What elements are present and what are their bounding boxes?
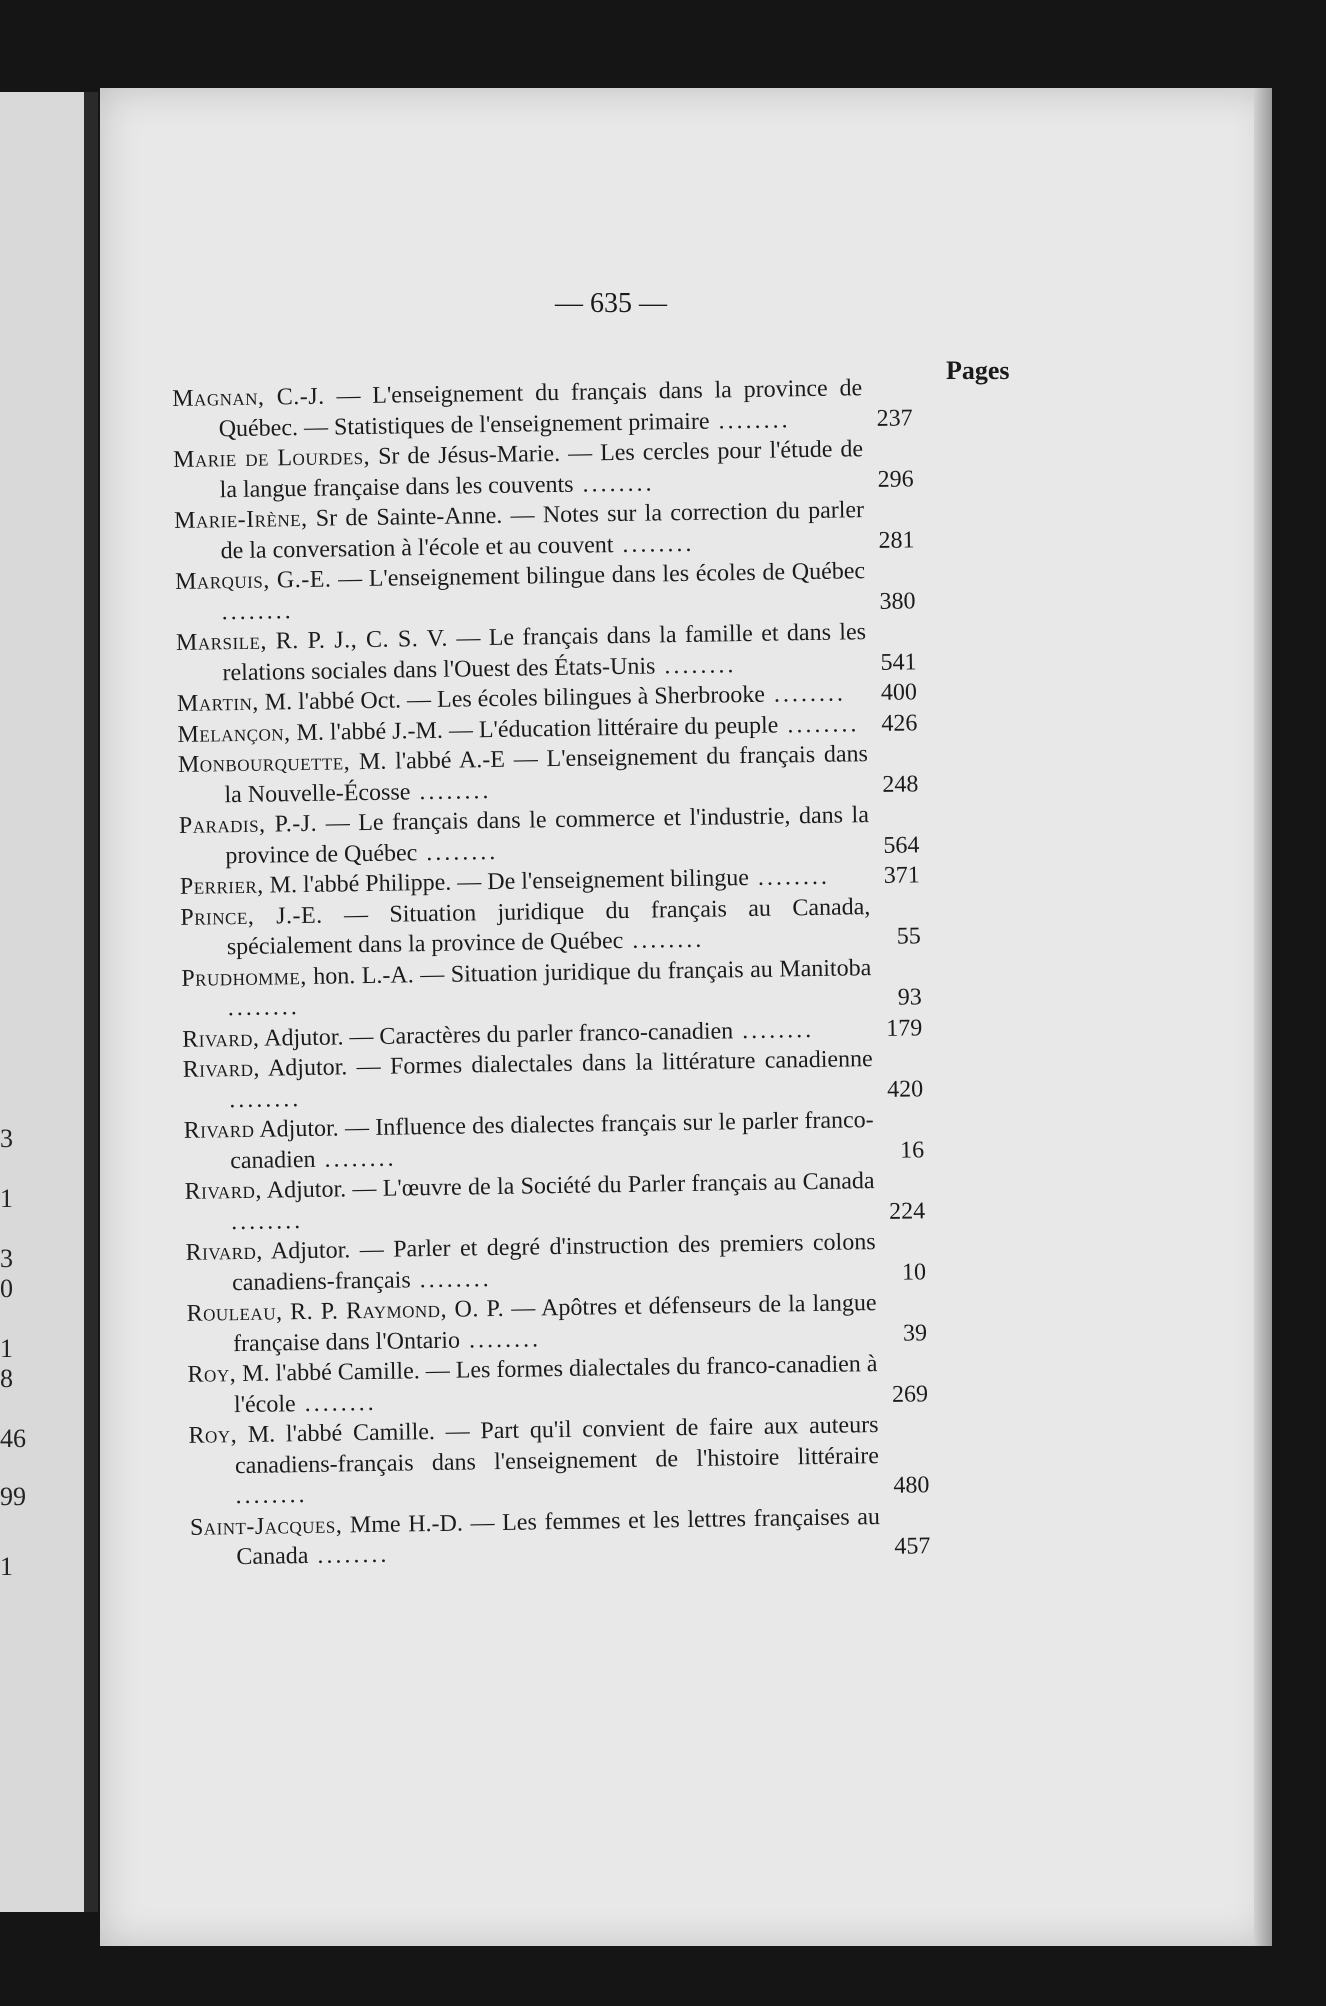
entry-text xyxy=(186,1288,877,1360)
entry-author: Marie de Lourdes, xyxy=(172,443,371,473)
dot-leader: ........ xyxy=(623,926,705,954)
index-entry xyxy=(184,1165,925,1238)
entry-author: Melançon, xyxy=(177,719,291,748)
entry-author: Rivard, xyxy=(185,1238,264,1266)
entry-title: Adjutor. — Parler et degré d'instruction des premiers colons canadiens-français xyxy=(231,1229,876,1296)
entry-title: M. l'abbé J.-M. — L'éducation littéraire du peuple xyxy=(290,712,779,746)
entry-text xyxy=(180,892,871,964)
entry-page-ref: 269 xyxy=(891,1380,929,1408)
dot-leader: ........ xyxy=(410,1265,492,1293)
entry-page-ref: 39 xyxy=(902,1319,928,1347)
entry-author: Saint-Jacques, xyxy=(189,1511,343,1541)
entry-title: M. l'abbé Camille. — Part qu'il convient de faire aux auteurs canadiens-français dans l'enseignement de l'histoire littéraire xyxy=(234,1412,880,1479)
dot-leader: ........ xyxy=(748,863,831,891)
entry-author: Rivard, xyxy=(182,1025,260,1053)
entry-title: — Situation juridique du français au Canada, spécialement dans la province de Québec xyxy=(226,893,871,961)
dot-leader: ........ xyxy=(229,1085,302,1113)
dot-leader: ........ xyxy=(573,469,655,498)
entry-author: Paradis, P.-J. xyxy=(178,810,318,839)
dot-leader: ........ xyxy=(655,651,737,679)
index-entry xyxy=(173,433,914,506)
entry-text xyxy=(190,1502,881,1574)
entry-page-ref: 281 xyxy=(878,526,915,554)
entry-title: M. l'abbé Philippe. — De l'enseignement bilingue xyxy=(263,865,750,899)
entry-page-ref: 457 xyxy=(894,1533,931,1560)
entry-title: Mme H.-D. — Les femmes et les lettres françaises au Canada xyxy=(236,1503,881,1571)
index-entry xyxy=(180,891,921,964)
entry-page-ref: 179 xyxy=(886,1014,923,1042)
margin-number: 8 xyxy=(0,1364,13,1393)
entry-title: — L'enseignement du français dans la province de Québec. — Statistiques de l'enseignement primaire xyxy=(218,375,863,442)
margin-number: 1 xyxy=(0,1552,13,1581)
dot-leader: ........ xyxy=(308,1541,390,1570)
entry-author: Marquis, G.-E. xyxy=(174,566,332,595)
index-entry xyxy=(181,952,922,1025)
page-fold-edge xyxy=(1254,88,1272,1946)
entry-title: M. l'abbé Camille. — Les formes dialectales du franco-canadien à l'école xyxy=(233,1351,878,1418)
entry-text xyxy=(173,434,864,506)
dot-leader: ........ xyxy=(417,838,499,866)
entry-page-ref: 296 xyxy=(877,465,914,493)
dot-leader: ........ xyxy=(221,597,294,625)
entry-page-ref: 10 xyxy=(901,1258,927,1286)
margin-number: 3 xyxy=(0,1124,13,1153)
entry-page-ref: 426 xyxy=(881,709,918,737)
dot-leader: ........ xyxy=(732,1016,815,1044)
dot-leader: ........ xyxy=(230,1207,304,1235)
dot-leader: ........ xyxy=(315,1145,397,1173)
index-entry xyxy=(183,1043,924,1116)
entry-page-ref: 564 xyxy=(883,831,920,859)
index-entry xyxy=(185,1226,926,1299)
entry-author: Prudhomme, xyxy=(181,963,307,992)
entry-title: Adjutor. — Caractères du parler franco-canadien xyxy=(259,1017,734,1052)
margin-number: 1 xyxy=(0,1334,13,1363)
entry-author: Rivard, xyxy=(184,1177,263,1205)
dot-leader: ........ xyxy=(459,1325,542,1354)
entry-page-ref: 224 xyxy=(888,1197,926,1225)
entry-title: hon. L.-A. — Situation juridique du français au Manitoba xyxy=(306,954,872,990)
dot-leader: ........ xyxy=(613,530,695,558)
index-entry xyxy=(188,1409,929,1512)
index-entry xyxy=(175,555,916,628)
entry-author: Rivard, xyxy=(182,1055,261,1083)
entry-title: M. l'abbé Oct. — Les écoles bilingues à Sherbrooke xyxy=(258,681,766,716)
entry-text xyxy=(185,1227,876,1299)
dot-leader: ........ xyxy=(709,406,791,435)
entry-author: Rouleau, R. P. Raymond, O. P. xyxy=(186,1295,505,1327)
entry-page-ref: 237 xyxy=(876,404,913,432)
entry-author: Marie-Irène, xyxy=(173,505,308,534)
entry-title: — Le français dans la famille et dans les relations sociales dans l'Ouest des États-Unis xyxy=(222,619,867,686)
entry-text xyxy=(174,495,865,567)
entry-title: Adjutor. — Influence des dialectes français sur le parler franco-canadien xyxy=(230,1107,874,1174)
index-entry xyxy=(183,1104,924,1177)
pages-column-header: Pages xyxy=(946,356,1010,385)
dot-leader: ........ xyxy=(410,777,492,805)
entry-title: Sr de Sainte-Anne. — Notes sur la correction du parler de la conversation à l'école et au couvent xyxy=(220,497,865,564)
dot-leader: ........ xyxy=(235,1482,308,1510)
index-entry-list xyxy=(172,372,931,1573)
index-entry xyxy=(186,1287,927,1360)
margin-number: 0 xyxy=(0,1274,13,1303)
entry-page-ref: 371 xyxy=(883,862,921,889)
entry-text xyxy=(175,556,866,628)
previous-page-edge xyxy=(0,92,98,1912)
entry-author: Roy, xyxy=(188,1422,238,1449)
index-entry xyxy=(174,494,915,567)
entry-text xyxy=(178,739,869,811)
dot-leader: ........ xyxy=(778,710,860,739)
entry-page-ref: 248 xyxy=(882,770,919,798)
entry-title: M. l'abbé A.-E — L'enseignement du français dans la Nouvelle-Écosse xyxy=(224,741,869,808)
entry-page-ref: 400 xyxy=(880,679,918,706)
dot-leader: ........ xyxy=(295,1389,377,1417)
entry-author: Marsile, R. P. J., C. S. V. xyxy=(175,625,449,656)
entry-title: Sr de Jésus-Marie. — Les cercles pour l'étude de la langue française dans les couvents xyxy=(219,436,864,503)
entry-author: Roy, xyxy=(187,1361,237,1388)
entry-page-ref: 380 xyxy=(879,587,916,615)
entry-title: — L'enseignement bilingue dans les écoles de Québec xyxy=(331,558,866,593)
index-entry xyxy=(178,738,919,811)
index-entry xyxy=(187,1348,928,1421)
index-entry xyxy=(172,372,913,445)
dot-leader: ........ xyxy=(227,994,301,1022)
index-entry xyxy=(190,1501,931,1574)
page-number: — 635 — xyxy=(555,288,667,319)
entry-page-ref: 55 xyxy=(896,923,921,950)
entry-author: Prince, J.-E. xyxy=(180,902,323,931)
entry-page-ref: 93 xyxy=(897,984,922,1011)
entry-text xyxy=(187,1349,878,1421)
margin-number: 3 xyxy=(0,1244,13,1273)
margin-number: 46 xyxy=(0,1424,26,1453)
book-page xyxy=(100,88,1272,1946)
entry-author: Magnan, C.-J. xyxy=(172,383,325,412)
entry-page-ref: 420 xyxy=(886,1075,924,1103)
entry-text xyxy=(179,800,870,872)
entry-author: Perrier, xyxy=(179,872,264,900)
entry-page-ref: 541 xyxy=(880,648,917,676)
entry-page-ref: 480 xyxy=(893,1472,930,1499)
entry-text xyxy=(181,953,872,1025)
entry-text xyxy=(176,617,867,689)
entry-author: Monbourquette, xyxy=(177,749,351,778)
margin-number: 99 xyxy=(0,1482,26,1511)
entry-text xyxy=(188,1410,879,1512)
entry-text xyxy=(183,1044,874,1116)
entry-page-ref: 16 xyxy=(899,1136,925,1164)
entry-title: — Le français dans le commerce et l'industrie, dans la province de Québec xyxy=(225,802,870,869)
entry-text xyxy=(184,1166,875,1238)
entry-text xyxy=(183,1105,874,1177)
index-entry xyxy=(176,616,917,689)
entry-title: — Apôtres et défenseurs de la langue française dans l'Ontario xyxy=(232,1290,877,1357)
entry-author: Martin, xyxy=(176,689,259,717)
entry-text xyxy=(172,373,863,445)
dot-leader: ........ xyxy=(764,680,847,708)
entry-author: Rivard xyxy=(183,1116,255,1144)
entry-title: Adjutor. — L'œuvre de la Société du Parler français au Canada xyxy=(261,1168,875,1204)
margin-number: 1 xyxy=(0,1184,13,1213)
entry-title: Adjutor. — Formes dialectales dans la littérature canadienne xyxy=(259,1046,873,1082)
